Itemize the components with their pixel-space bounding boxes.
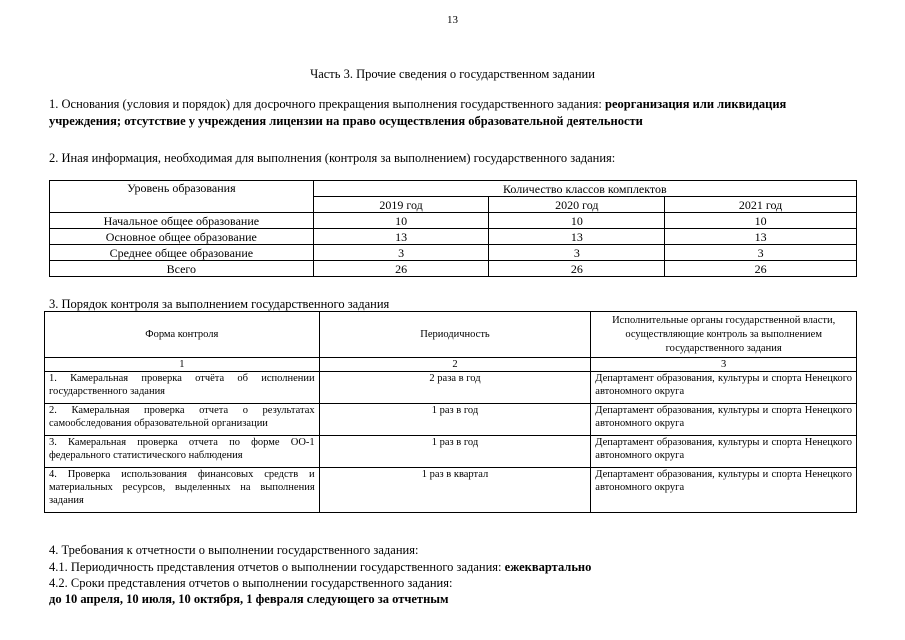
- section2-heading: 2. Иная информация, необходимая для выполнения (контроля за выполнением) государственного задания:: [49, 151, 616, 165]
- report-periodicity: ежеквартально: [504, 560, 592, 574]
- cell-value: 3: [489, 245, 665, 261]
- table-row: [45, 404, 857, 436]
- section4-item1: [49, 559, 591, 576]
- cell-value: 3: [665, 245, 857, 261]
- cell-value: 26: [665, 261, 857, 277]
- cell-value: 26: [489, 261, 665, 277]
- column-number: 2: [319, 358, 591, 372]
- cell-value: 13: [313, 229, 489, 245]
- year-header: 2021 год: [665, 197, 857, 213]
- report-deadlines: до 10 апреля, 10 июля, 10 октября, 1 февраля следующего за отчетным: [49, 592, 449, 606]
- control-authority: Департамент образования, культуры и спорта Ненецкого автономного округа: [591, 372, 857, 404]
- control-frequency: 1 раз в год: [319, 404, 591, 436]
- cell-value: 13: [665, 229, 857, 245]
- table-row: [45, 436, 857, 468]
- table-row: [50, 213, 857, 229]
- education-level-table: [49, 180, 857, 277]
- cell-value: 10: [313, 213, 489, 229]
- row-label: Среднее общее образование: [50, 245, 314, 261]
- row-label: Всего: [50, 261, 314, 277]
- column-number: 3: [591, 358, 857, 372]
- cell-value: 26: [313, 261, 489, 277]
- section1-bold-line1: реорганизация или ликвидация: [605, 97, 787, 111]
- table-row-total: [50, 261, 857, 277]
- frequency-header: Периодичность: [319, 312, 591, 358]
- control-form: 2. Камеральная проверка отчета о результатах самообследования образовательной организации: [45, 404, 320, 436]
- control-form: 1. Камеральная проверка отчёта об исполнении государственного задания: [45, 372, 320, 404]
- control-authority: Департамент образования, культуры и спорта Ненецкого автономного округа: [591, 468, 857, 513]
- control-frequency: 1 раз в год: [319, 436, 591, 468]
- cell-value: 13: [489, 229, 665, 245]
- year-header: 2020 год: [489, 197, 665, 213]
- row-label: Начальное общее образование: [50, 213, 314, 229]
- section4-heading: 4. Требования к отчетности о выполнении государственного задания:: [49, 543, 419, 557]
- table-row: [50, 229, 857, 245]
- year-header: 2019 год: [313, 197, 489, 213]
- control-form: 4. Проверка использования финансовых средств и материальных ресурсов, выделенных на выполнения задания: [45, 468, 320, 513]
- control-authority: Департамент образования, культуры и спорта Ненецкого автономного округа: [591, 404, 857, 436]
- authority-header: Исполнительные органы государственной власти, осуществляющие контроль за выполнением государственного задания: [591, 312, 857, 358]
- table-header-row: [50, 181, 857, 197]
- cell-value: 10: [489, 213, 665, 229]
- section4-item1-prefix: 4.1. Периодичность представления отчетов о выполнении государственного задания:: [49, 560, 505, 574]
- column-number: 1: [45, 358, 320, 372]
- row-label: Основное общее образование: [50, 229, 314, 245]
- section4-item2: 4.2. Сроки представления отчетов о выполнении государственного задания:: [49, 576, 453, 590]
- section1-line1: [49, 96, 786, 113]
- section3-heading: 3. Порядок контроля за выполнением государственного задания: [49, 297, 390, 311]
- table-row: [45, 372, 857, 404]
- column-numbers-row: [45, 358, 857, 372]
- control-frequency: 1 раз в квартал: [319, 468, 591, 513]
- group-header: Количество классов комплектов: [313, 181, 856, 197]
- section1-prefix: 1. Основания (условия и порядок) для досрочного прекращения выполнения государственного задания:: [49, 97, 606, 111]
- control-procedure-table: [44, 311, 857, 513]
- section1-bold-line2: учреждения; отсутствие у учреждения лицензии на право осуществления образовательной деятельности: [49, 114, 643, 128]
- control-form: 3. Камеральная проверка отчета по форме ОО-1 федерального статистического наблюдения: [45, 436, 320, 468]
- page-number: 13: [447, 14, 458, 26]
- table-row: [45, 468, 857, 513]
- cell-value: 10: [665, 213, 857, 229]
- control-authority: Департамент образования, культуры и спорта Ненецкого автономного округа: [591, 436, 857, 468]
- cell-value: 3: [313, 245, 489, 261]
- control-frequency: 2 раза в год: [319, 372, 591, 404]
- table-row: [50, 245, 857, 261]
- table-header-row: [45, 312, 857, 358]
- level-header: Уровень образования: [50, 181, 314, 213]
- part-title: Часть 3. Прочие сведения о государственном задании: [310, 67, 595, 81]
- form-header: Форма контроля: [45, 312, 320, 358]
